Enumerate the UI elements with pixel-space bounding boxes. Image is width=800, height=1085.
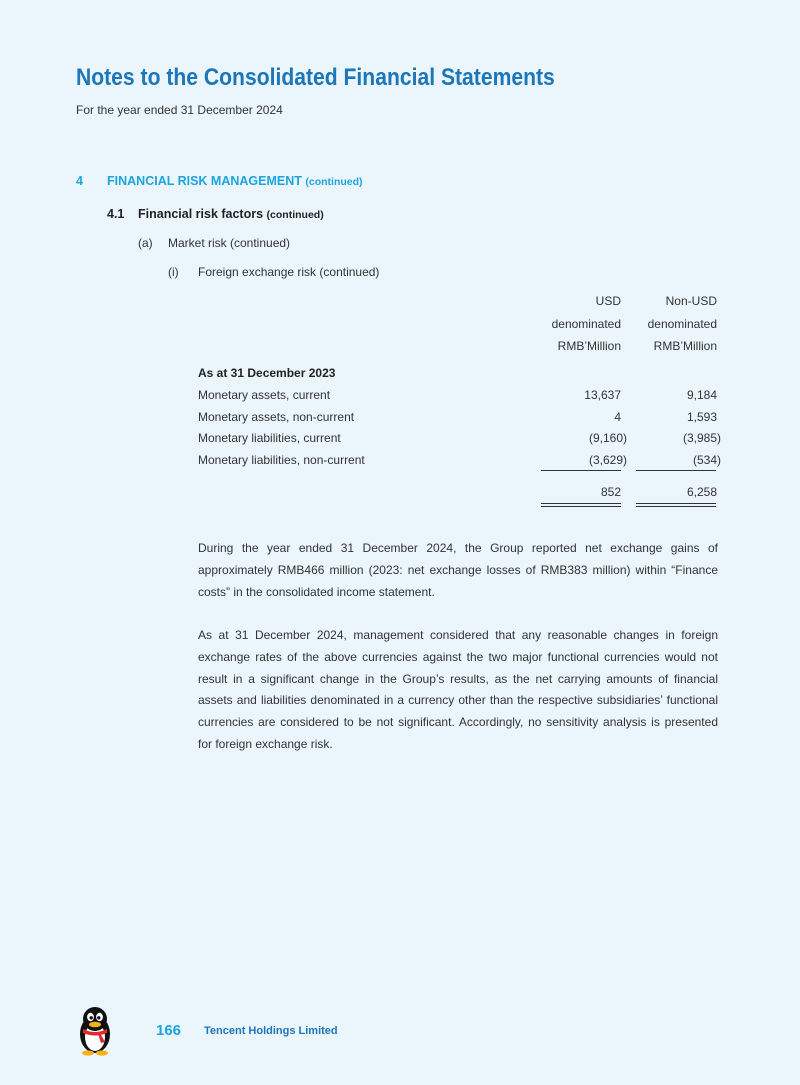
- subsection-number: 4.1: [107, 207, 125, 221]
- table-row: [198, 428, 728, 450]
- page-number: 166: [156, 1022, 182, 1039]
- row-usd-value: 13,637: [584, 388, 621, 402]
- company-name: Tencent Holdings Limited: [204, 1025, 338, 1037]
- paragraph-sensitivity: As at 31 December 2024, management considered that any reasonable changes in foreign exchange rates of the above currencies against the two major functional currencies would not result in a significant change in the Group’s results, as the net carrying amounts of financial assets and liabilities denominated in a currency other than the respective subsidiaries’ functional currencies are considered to be not significant. Accordingly, no sensitivity analysis is presented for foreign exchange risk.: [198, 628, 718, 751]
- section-title-text: FINANCIAL RISK MANAGEMENT: [107, 174, 302, 188]
- item-i-marker: (i): [168, 265, 179, 279]
- row-label: Monetary liabilities, current: [198, 431, 341, 445]
- usd-total-double-rule: [541, 503, 621, 507]
- item-a-text: Market risk (continued): [168, 236, 291, 250]
- row-label: Monetary liabilities, non-current: [198, 452, 365, 467]
- total-usd-value: 852: [600, 485, 621, 499]
- table-row: [198, 407, 728, 429]
- non-usd-header-line-2: denominated: [647, 316, 717, 331]
- row-label: Monetary assets, non-current: [198, 409, 355, 424]
- item-a-marker: (a): [138, 236, 153, 250]
- row-usd-value: 4: [614, 409, 621, 424]
- table-row: [198, 385, 728, 407]
- row-non-usd-value: (3,985): [682, 431, 721, 445]
- non-usd-total-double-rule: [636, 503, 716, 507]
- section-title: [107, 174, 363, 188]
- row-usd-value: (3,629): [588, 452, 627, 467]
- usd-header-line-3: RMB’Million: [557, 339, 621, 353]
- subsection-title: [138, 207, 324, 221]
- subsection-title-suffix: (continued): [266, 209, 324, 221]
- non-usd-header-line-3: RMB’Million: [653, 339, 717, 353]
- row-label: Monetary assets, current: [198, 388, 331, 402]
- page-title: Notes to the Consolidated Financial Statements: [76, 64, 555, 91]
- total-non-usd-value: 6,258: [686, 485, 717, 499]
- usd-column-header: [535, 290, 621, 358]
- section-number: 4: [76, 174, 83, 188]
- non-usd-subtotal-rule: [636, 470, 716, 471]
- usd-header-line-1: USD: [595, 294, 621, 308]
- period-label: As at 31 December 2023: [198, 366, 336, 380]
- penguin-mascot-icon: [74, 1004, 116, 1056]
- row-usd-value: (9,160): [588, 431, 627, 445]
- non-usd-header-line-1: Non-USD: [665, 294, 717, 308]
- non-usd-column-header: [631, 290, 717, 358]
- item-i-text: Foreign exchange risk (continued): [198, 265, 380, 279]
- section-title-suffix: (continued): [305, 176, 363, 188]
- row-non-usd-value: 1,593: [686, 409, 717, 424]
- row-non-usd-value: 9,184: [686, 388, 717, 402]
- table-row: [198, 450, 728, 472]
- usd-header-line-2: denominated: [551, 316, 621, 331]
- subsection-title-text: Financial risk factors: [138, 207, 264, 221]
- table-total-row: [198, 482, 728, 504]
- usd-subtotal-rule: [541, 470, 621, 471]
- page-subtitle: For the year ended 31 December 2024: [76, 103, 283, 117]
- row-non-usd-value: (534): [692, 452, 721, 467]
- paragraph-exchange-gains: During the year ended 31 December 2024, the Group reported net exchange gains of approximately RMB466 million (2023: net exchange losses of RMB383 million) within “Finance costs” in the consolidated income statement.: [198, 541, 718, 599]
